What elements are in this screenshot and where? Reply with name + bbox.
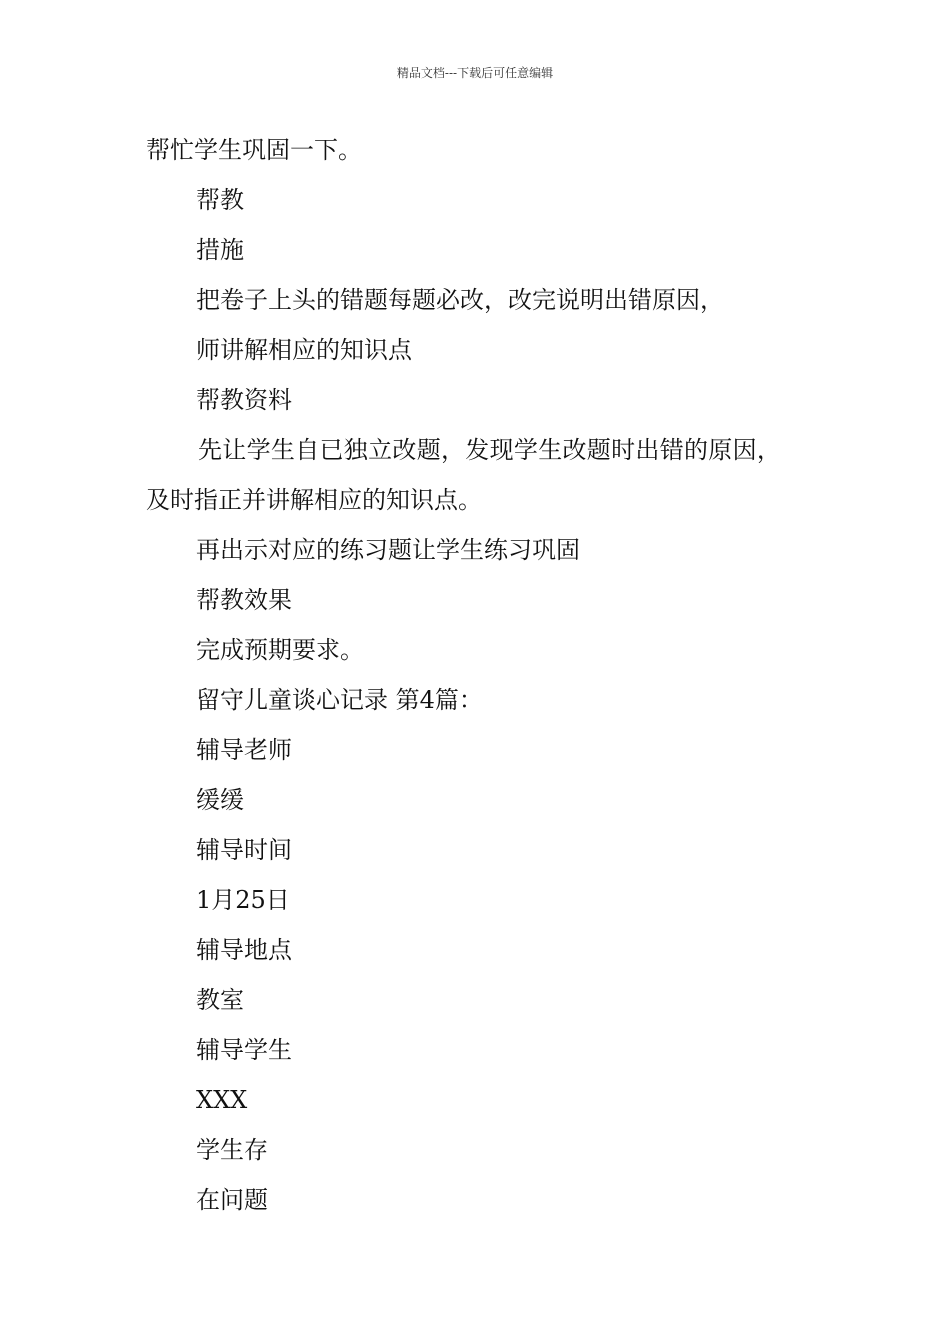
paragraph-line: 帮教 bbox=[196, 186, 244, 214]
paragraph-line: 完成预期要求。 bbox=[196, 636, 364, 664]
paragraph-line: XXX bbox=[196, 1086, 248, 1114]
paragraph-line: 1月25日 bbox=[196, 886, 290, 914]
paragraph-line: 辅导地点 bbox=[196, 936, 292, 964]
paragraph-line: 师讲解相应的知识点 bbox=[196, 336, 412, 364]
document-body bbox=[146, 131, 836, 1231]
paragraph-line: 辅导时间 bbox=[196, 836, 292, 864]
paragraph-line: 及时指正并讲解相应的知识点。 bbox=[146, 486, 482, 514]
paragraph-line: 帮教资料 bbox=[196, 386, 292, 414]
paragraph-line: 辅导学生 bbox=[196, 1036, 292, 1064]
paragraph-line: 帮忙学生巩固一下。 bbox=[146, 136, 362, 164]
paragraph-line: 把卷子上头的错题每题必改，改完说明出错原因， bbox=[196, 286, 724, 314]
paragraph-line: 再出示对应的练习题让学生练习巩固 bbox=[196, 536, 580, 564]
paragraph-line: 帮教效果 bbox=[196, 586, 292, 614]
paragraph-line: 措施 bbox=[196, 236, 244, 264]
section-title: 留守儿童谈心记录 第4篇： bbox=[196, 686, 483, 714]
paragraph-line: 缓缓 bbox=[196, 786, 244, 814]
paragraph-line: 先让学生自已独立改题，发现学生改题时出错的原因， bbox=[198, 436, 782, 464]
paragraph-line: 辅导老师 bbox=[196, 736, 292, 764]
page-header: 精品文档---下载后可任意编辑 bbox=[396, 66, 554, 80]
paragraph-line: 学生存 bbox=[196, 1136, 268, 1164]
paragraph-line: 教室 bbox=[196, 986, 244, 1014]
paragraph-line: 在问题 bbox=[196, 1186, 268, 1214]
